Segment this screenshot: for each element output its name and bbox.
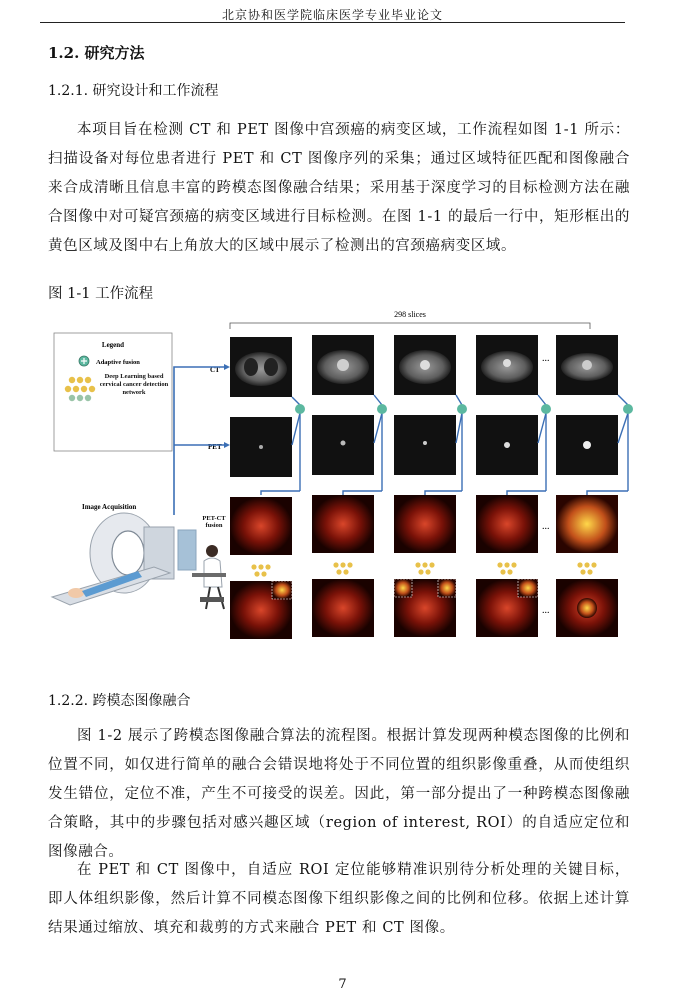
workflow-figure	[42, 305, 642, 645]
row-label-ct: CT	[210, 366, 220, 374]
ct-slices	[230, 335, 618, 397]
section-heading: 1.2. 研究方法	[48, 44, 145, 62]
detection-result-slices	[230, 579, 618, 639]
pet-slices	[230, 415, 618, 477]
running-header: 北京协和医学院临床医学专业毕业论文	[221, 8, 443, 22]
acquisition-arrows	[174, 367, 224, 515]
workflow-diagram	[42, 305, 642, 645]
slices-label: 298 slices	[394, 310, 426, 319]
figure-caption: 图 1-1 工作流程	[48, 286, 154, 302]
network-icon	[65, 377, 95, 401]
detection-network-icons	[251, 562, 596, 576]
adaptive-fusion-icon	[79, 356, 89, 366]
subsection-heading-1: 1.2.1. 研究设计和工作流程	[48, 83, 219, 99]
acquisition-label: Image Acquisition	[82, 503, 137, 511]
legend-title: Legend	[101, 341, 125, 349]
row-label-pet: PET	[208, 443, 222, 451]
legend-fusion-label: Adaptive fusion	[96, 359, 140, 366]
page-number: 7	[338, 977, 347, 992]
legend-network-label: Deep Learning based cervical cancer detection network	[99, 373, 169, 396]
fusion-nodes	[295, 404, 633, 414]
ellipsis-ct: ...	[542, 353, 550, 364]
paragraph-3: 在 PET 和 CT 图像中，自适应 ROI 定位能够精准识别待分析处理的关键目标，即人体组织影像，然后计算不同模态图像下组织影像之间的比例和位移。依据上述计算结果通过缩放、填充和裁剪的方式来融合 PET 和 CT 图像。	[48, 862, 630, 936]
paragraph-1: 本项目旨在检测 CT 和 PET 图像中宫颈癌的病变区域，工作流程如图 1-1 所示：扫描设备对每位患者进行 PET 和 CT 图像序列的采集；通过区域特征匹配和图像融合来合成清晰且信息丰富的跨模态图像融合结果；采用基于深度学习的目标检测方法在融合图像中对可疑宫颈癌的病变区域进行目标检测。在图 1-1 的最后一行中，矩形框出的黄色区域及图中右上角放大的区域中展示了检测出的宫颈癌病变区域。	[48, 122, 630, 254]
subsection-heading-2: 1.2.2. 跨模态图像融合	[48, 693, 191, 709]
header-rule	[40, 22, 625, 23]
ellipsis-fusion: ...	[542, 521, 550, 532]
row-label-petct: PET-CT fusion	[202, 515, 226, 529]
fusion-slices	[230, 495, 618, 555]
paragraph-2: 图 1-2 展示了跨模态图像融合算法的流程图。根据计算发现两种模态图像的比例和位置不同，如仅进行简单的融合会错误地将处于不同位置的组织影像重叠，从而使组织发生错位，定位不准，产生不可接受的误差。因此，第一部分提出了一种跨模态图像融合策略，其中的步骤包括对感兴趣区域（region of interest, ROI）的自适应定位和图像融合。	[48, 728, 630, 860]
ellipsis-result: ...	[542, 605, 550, 616]
slices-brace	[230, 323, 590, 329]
